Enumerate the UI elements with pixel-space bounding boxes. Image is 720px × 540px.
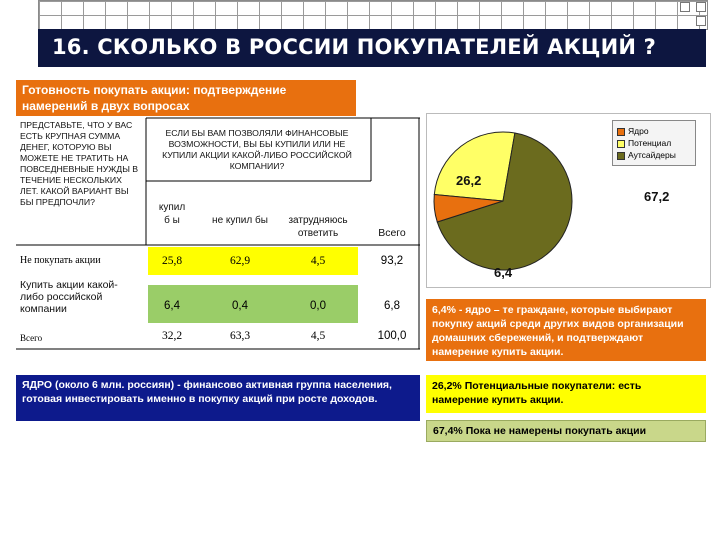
cell-value: 4,5 (310, 255, 326, 267)
cell-value: 62,9 (229, 255, 251, 267)
cell-value: 100,0 (377, 330, 407, 342)
decorative-square (696, 2, 706, 12)
pie-data-label: 26,2 (456, 173, 482, 188)
row-label-buy: Купить акции какой-либо российской компании (20, 279, 118, 315)
legend-swatch (617, 140, 625, 148)
slide-title: 16. СКОЛЬКО В РОССИИ ПОКУПАТЕЛЕЙ АКЦИЙ ? (52, 35, 657, 59)
legend-swatch (617, 152, 625, 160)
cell-value: 0,4 (232, 300, 248, 312)
chart-legend (612, 120, 696, 166)
cell-value: 25,8 (161, 255, 183, 267)
pie-slice (434, 132, 515, 201)
legend-item (617, 150, 676, 160)
cell-value: 32,2 (161, 330, 183, 342)
legend-label: Аутсайдеры (628, 150, 676, 160)
cell-value: 93,2 (380, 255, 404, 267)
question-1-text: ПРЕДСТАВЬТЕ, ЧТО У ВАС ЕСТЬ КРУПНАЯ СУММА ДЕНЕГ, КОТОРУЮ ВЫ МОЖЕТЕ НЕ ТРАТИТЬ НА ПОВСЕДНЕВНЫЕ НУЖДЫ В ТЕЧЕНИЕ НЕСКОЛЬКИХ ЛЕТ. КАКОЙ ВАРИАНТ ВЫ БЫ ПРЕДПОЧЛИ? (20, 120, 139, 207)
legend-label: Ядро (628, 126, 649, 136)
subtitle-text: Готовность покупать акции: подтверждение намерений в двух вопросах (22, 83, 287, 113)
title-bar (38, 29, 706, 67)
col-header-undecided: затрудняюсь ответить (288, 215, 348, 239)
pie-data-label: 6,4 (494, 265, 513, 280)
pie-data-label: 67,2 (644, 189, 670, 204)
cell-value: 63,3 (229, 330, 251, 342)
row-label-total: Всего (20, 333, 43, 343)
question-2-text: ЕСЛИ БЫ ВАМ ПОЗВОЛЯЛИ ФИНАНСОВЫЕ ВОЗМОЖНОСТИ, ВЫ БЫ КУПИЛИ ИЛИ НЕ КУПИЛИ АКЦИИ КАКОЙ-ЛИБО РОССИЙСКОЙ КОМПАНИИ? (162, 128, 352, 171)
decorative-square (680, 2, 690, 12)
legend-label: Потенциал (628, 138, 672, 148)
subtitle-banner (16, 80, 356, 116)
col-header-total: Всего (378, 227, 406, 239)
col-header-not-buy: не купил бы (212, 215, 268, 226)
cell-value: 4,5 (310, 330, 326, 342)
outsiders-note: 67,4% Пока не намерены покупать акции (426, 420, 706, 442)
decorative-grid (38, 0, 708, 30)
cell-value: 0,0 (310, 300, 326, 312)
cell-value: 6,8 (384, 300, 400, 312)
row-label-no-buy: Не покупать акции (20, 255, 101, 266)
legend-swatch (617, 128, 625, 136)
col-header-buy: купил б ы (158, 202, 186, 226)
legend-item (617, 138, 671, 148)
cell-value: 6,4 (164, 300, 180, 312)
core-note: 6,4% - ядро – те граждане, которые выбирают покупку акций среди других видов организации домашних сбережений, и подтверждают намерение купить акции. (426, 299, 706, 361)
decorative-square (696, 16, 706, 26)
legend-item (617, 126, 649, 136)
core-description: ЯДРО (около 6 млн. россиян) - финансово активная группа населения, готовая инвестировать именно в покупку акций при росте доходов. (16, 375, 420, 421)
potential-note: 26,2% Потенциальные покупатели: есть намерение купить акции. (426, 375, 706, 413)
